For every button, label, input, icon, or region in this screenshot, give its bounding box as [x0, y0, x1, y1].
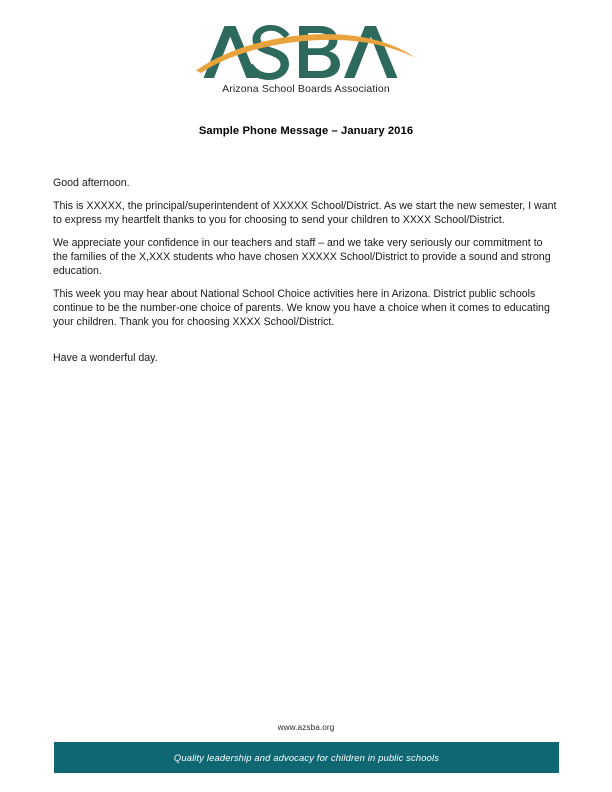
logo-tagline: Arizona School Boards Association [222, 83, 390, 95]
page-title: Sample Phone Message – January 2016 [198, 125, 414, 137]
letter-body [53, 176, 558, 374]
paragraph-closing: Have a wonderful day. [53, 352, 158, 365]
footer-tagline-text: Quality leadership and advocacy for children in public schools [173, 752, 440, 763]
paragraph-confidence: We appreciate your confidence in our teachers and staff – and we take very seriously our commitment to the families of the X,XXX students who have chosen XXXXX School/District to provide a sound and strong education. [53, 236, 551, 278]
footer-website-url[interactable]: www.azsba.org [277, 723, 335, 732]
paragraph-school-choice: This week you may hear about National School Choice activities here in Arizona. District public schools continue to be the number-one choice of parents. We know you have a choice when it comes to educating your children. Thank you for choosing XXXX School/District. [53, 287, 550, 329]
paragraph-intro: This is XXXXX, the principal/superintendent of XXXXX School/District. As we start the new semester, I want to express my heartfelt thanks to you for choosing to send your children to XXXX School/District. [53, 199, 557, 226]
asba-logo-mark [194, 22, 418, 82]
footer-tagline-bar [54, 742, 559, 773]
paragraph-greeting: Good afternoon. [53, 177, 130, 189]
asba-logo [0, 22, 612, 95]
